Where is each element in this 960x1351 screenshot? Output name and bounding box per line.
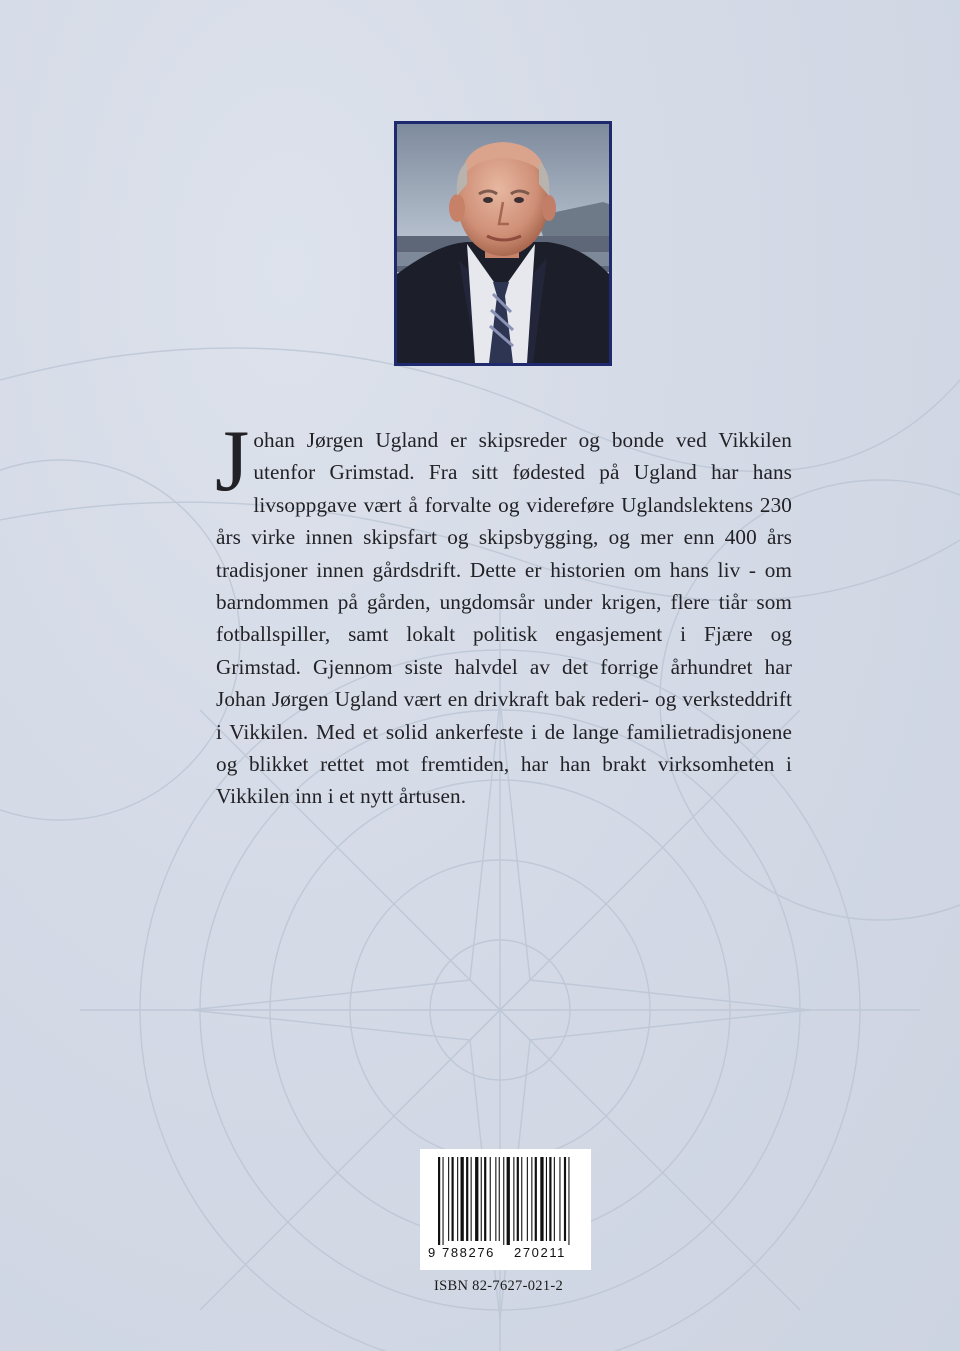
blurb-text: ohan Jørgen Ugland er skipsreder og bonde ved Vikkilen utenfor Grimstad. Fra sitt fødested på Ugland har hans livsoppgave vært å forvalte og videreføre Uglandslektens 230 års virke innen skipsfart og skipsbygging, og mer enn 400 års tradisjoner innen gårdsdrift. Dette er historien om hans liv - om barndommen på gården, ungdomsår under krigen, flere tiår som fotballspiller, samt lokalt politisk engasjement i Fjære og Grimstad. Gjennom siste halvdel av det forrige århundret har Johan Jørgen Ugland vært en drivkraft bak rederi- og verksteddrift i Vikkilen. Med et solid ankerfeste i de lange familietradisjonene og blikket rettet mot fremtiden, har han brakt virksomheten i Vikkilen inn i et nytt årtusen.	[216, 428, 792, 809]
barcode-bar	[438, 1157, 440, 1245]
author-portrait	[394, 121, 612, 366]
barcode-bar	[531, 1157, 532, 1241]
barcode-bar	[461, 1157, 464, 1241]
barcode-bar	[564, 1157, 566, 1241]
barcode-bar	[503, 1157, 504, 1245]
isbn-number: ISBN 82-7627-021-2	[434, 1278, 564, 1294]
barcode-bar	[540, 1157, 543, 1241]
barcode-bar	[466, 1157, 468, 1241]
barcode-bar	[443, 1157, 444, 1245]
barcode-bar	[471, 1157, 472, 1241]
barcode-bar	[568, 1157, 569, 1245]
barcode-bar	[484, 1157, 486, 1241]
barcode-bar	[517, 1157, 519, 1241]
barcode-bar	[535, 1157, 537, 1241]
barcode-bar	[495, 1157, 496, 1241]
barcode-bar	[527, 1157, 528, 1241]
barcode-right-group: 270211	[514, 1245, 567, 1260]
barcode-bar	[490, 1157, 491, 1241]
barcode-bar	[507, 1157, 510, 1245]
barcode-lead-digit: 9	[428, 1245, 436, 1260]
barcode-bar	[513, 1157, 514, 1241]
drop-cap: J	[215, 413, 250, 510]
barcode-bar	[554, 1157, 555, 1241]
barcode-bar	[475, 1157, 478, 1241]
barcode	[420, 1149, 591, 1270]
barcode-bars	[420, 1149, 591, 1245]
barcode-bar	[457, 1157, 458, 1241]
barcode-bar	[481, 1157, 482, 1241]
barcode-bar	[452, 1157, 454, 1241]
barcode-bar	[559, 1157, 560, 1241]
barcode-bar	[448, 1157, 449, 1241]
back-cover-blurb	[215, 413, 792, 813]
barcode-bar	[499, 1157, 500, 1241]
barcode-bar	[521, 1157, 522, 1241]
barcode-left-group: 788276	[442, 1245, 495, 1260]
barcode-bar	[549, 1157, 551, 1241]
barcode-bar	[546, 1157, 547, 1241]
